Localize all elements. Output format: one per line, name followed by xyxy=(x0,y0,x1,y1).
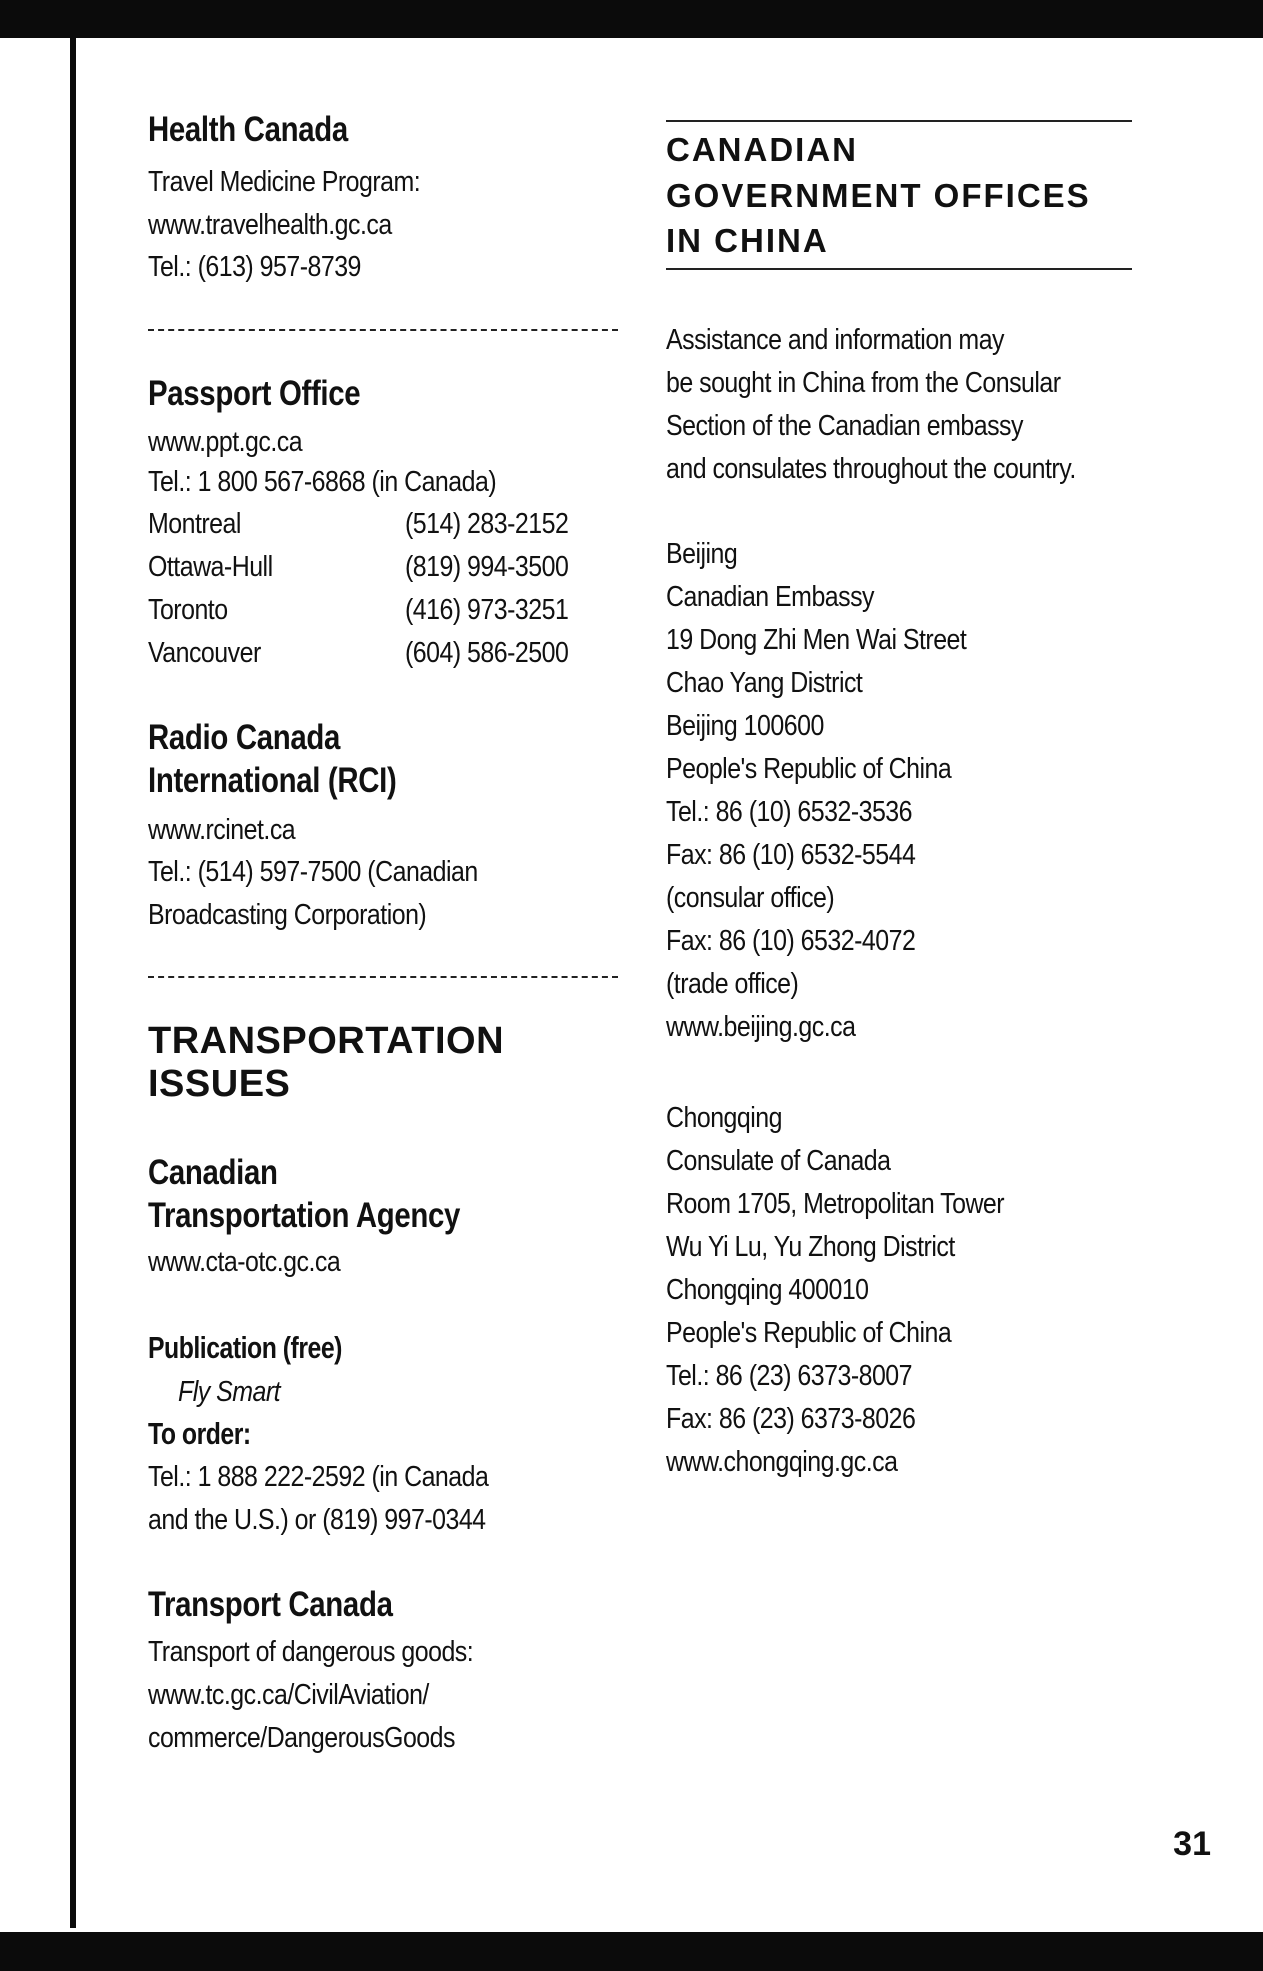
china-offices-heading-line3: IN CHINA xyxy=(666,222,829,259)
passport-office-title: Passport Office xyxy=(148,374,361,413)
beijing-line: Chao Yang District xyxy=(666,667,863,699)
heading-rule-bottom xyxy=(666,268,1132,270)
intro-line: Assistance and information may xyxy=(666,324,1005,356)
chongqing-line: Consulate of Canada xyxy=(666,1145,891,1177)
beijing-line: Beijing 100600 xyxy=(666,710,824,742)
beijing-tel: Tel.: 86 (10) 6532-3536 xyxy=(666,796,913,828)
cta-url: www.cta-otc.gc.ca xyxy=(148,1246,341,1278)
heading-rule-top xyxy=(666,120,1132,122)
office-phone: (416) 973-3251 xyxy=(405,594,569,626)
chongqing-line: People's Republic of China xyxy=(666,1317,952,1349)
rci-url: www.rcinet.ca xyxy=(148,814,296,846)
intro-line: Section of the Canadian embassy xyxy=(666,410,1023,442)
top-scan-border xyxy=(0,0,1263,38)
section-divider xyxy=(148,976,618,978)
section-divider xyxy=(148,329,618,331)
cta-title-line2: Transportation Agency xyxy=(148,1196,461,1235)
passport-url: www.ppt.gc.ca xyxy=(148,426,303,458)
publication-tel-line1: Tel.: 1 888 222-2592 (in Canada xyxy=(148,1461,489,1493)
office-city: Vancouver xyxy=(148,637,261,669)
china-offices-heading-line2: GOVERNMENT OFFICES xyxy=(666,177,1091,214)
health-canada-title: Health Canada xyxy=(148,110,348,149)
chongqing-fax: Fax: 86 (23) 6373-8026 xyxy=(666,1403,916,1435)
beijing-line: Canadian Embassy xyxy=(666,581,875,613)
publication-label: Publication (free) xyxy=(148,1330,342,1365)
beijing-url: www.beijing.gc.ca xyxy=(666,1011,856,1043)
page-number: 31 xyxy=(1173,1825,1211,1863)
transport-canada-url-line2: commerce/DangerousGoods xyxy=(148,1722,455,1754)
passport-tel: Tel.: 1 800 567-6868 (in Canada) xyxy=(148,466,497,498)
beijing-line: (trade office) xyxy=(666,968,799,1000)
chongqing-line: Wu Yi Lu, Yu Zhong District xyxy=(666,1231,955,1263)
transport-canada-url-line1: www.tc.gc.ca/CivilAviation/ xyxy=(148,1679,429,1711)
cta-title-line1: Canadian xyxy=(148,1153,278,1192)
chongqing-tel: Tel.: 86 (23) 6373-8007 xyxy=(666,1360,913,1392)
bottom-scan-border xyxy=(0,1932,1263,1971)
office-phone: (514) 283-2152 xyxy=(405,508,569,540)
office-phone: (819) 994-3500 xyxy=(405,551,569,583)
publication-tel-line2: and the U.S.) or (819) 997-0344 xyxy=(148,1504,486,1536)
beijing-city-label: Beijing xyxy=(666,538,738,570)
chongqing-url: www.chongqing.gc.ca xyxy=(666,1446,898,1478)
beijing-line: 19 Dong Zhi Men Wai Street xyxy=(666,624,967,656)
publication-name: Fly Smart xyxy=(178,1376,281,1408)
travelhealth-url: www.travelhealth.gc.ca xyxy=(148,209,392,241)
transport-canada-title: Transport Canada xyxy=(148,1585,393,1624)
health-canada-tel: Tel.: (613) 957-8739 xyxy=(148,251,361,283)
order-label: To order: xyxy=(148,1416,251,1451)
transportation-heading-line1: TRANSPORTATION xyxy=(148,1020,505,1062)
intro-line: be sought in China from the Consular xyxy=(666,367,1061,399)
chongqing-line: Room 1705, Metropolitan Tower xyxy=(666,1188,1005,1220)
rci-tel-line2: Broadcasting Corporation) xyxy=(148,899,427,931)
office-city: Toronto xyxy=(148,594,228,626)
office-city: Montreal xyxy=(148,508,241,540)
beijing-line: People's Republic of China xyxy=(666,753,952,785)
office-phone: (604) 586-2500 xyxy=(405,637,569,669)
rci-title-line1: Radio Canada xyxy=(148,718,341,757)
beijing-fax: Fax: 86 (10) 6532-4072 xyxy=(666,925,916,957)
left-scan-border xyxy=(70,38,76,1928)
dangerous-goods-label: Transport of dangerous goods: xyxy=(148,1636,474,1668)
travel-medicine-label: Travel Medicine Program: xyxy=(148,166,421,198)
chongqing-city-label: Chongqing xyxy=(666,1102,783,1134)
chongqing-line: Chongqing 400010 xyxy=(666,1274,869,1306)
beijing-fax: Fax: 86 (10) 6532-5544 xyxy=(666,839,916,871)
rci-tel-line1: Tel.: (514) 597-7500 (Canadian xyxy=(148,856,478,888)
beijing-line: (consular office) xyxy=(666,882,835,914)
china-offices-heading-line1: CANADIAN xyxy=(666,131,858,168)
office-city: Ottawa-Hull xyxy=(148,551,273,583)
rci-title-line2: International (RCI) xyxy=(148,761,397,800)
transportation-heading-line2: ISSUES xyxy=(148,1063,291,1105)
intro-line: and consulates throughout the country. xyxy=(666,453,1076,485)
